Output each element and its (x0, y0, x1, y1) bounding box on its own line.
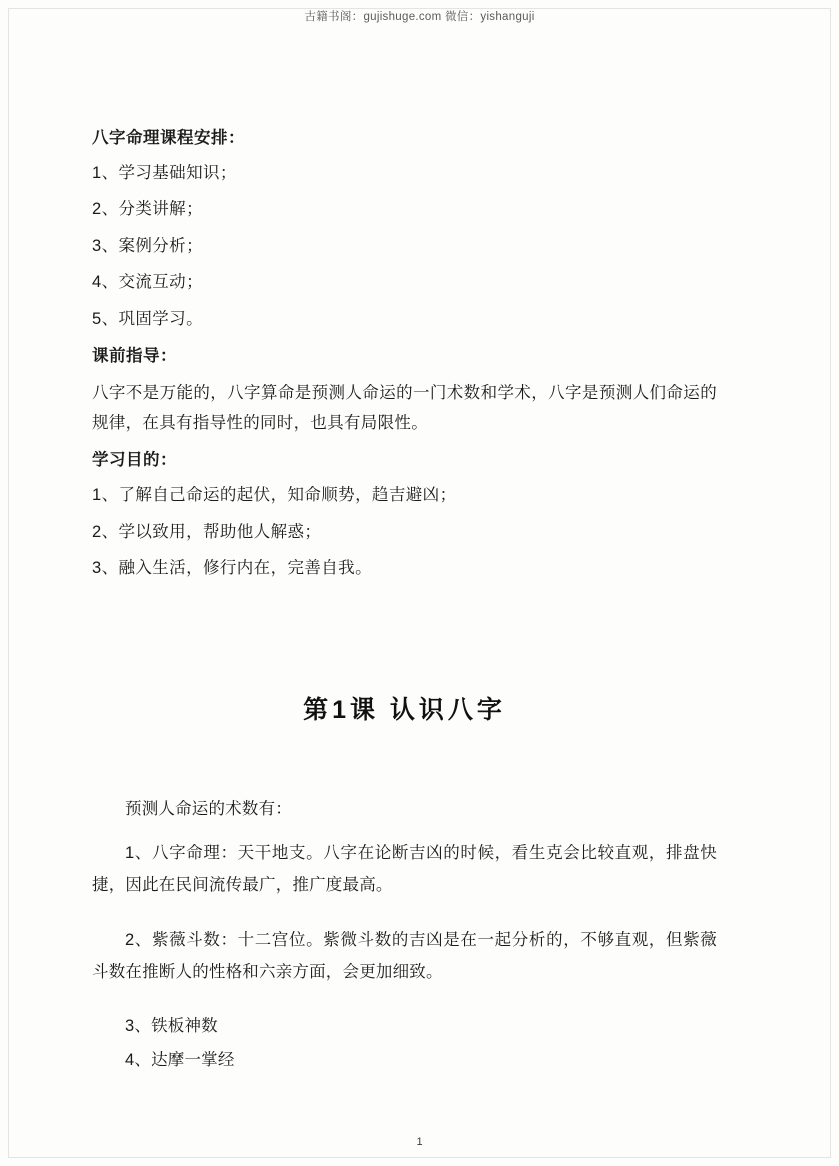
section-heading-learning-goals: 学习目的： (92, 451, 177, 470)
page-number: 1 (416, 1136, 423, 1148)
chapter-body (92, 793, 717, 1078)
list-item: 5、巩固学习。 (92, 310, 203, 328)
document-content (92, 126, 717, 593)
list-item: 3、融入生活，修行内在，完善自我。 (92, 559, 372, 578)
section-paragraph-pre-class-guidance: 八字不是万能的，八字算命是预测人命运的一门术数和学术，八字是预测人们命运的规律，在具有指导性的同时，也具有局限性。 (92, 384, 717, 433)
section-heading-course-schedule: 八字命理课程安排： (92, 129, 245, 147)
section-heading-pre-class-guidance: 课前指导： (92, 346, 177, 365)
list-item: 1、学习基础知识； (92, 163, 237, 182)
list-item: 2、学以致用，帮助他人解惑； (92, 522, 322, 541)
list-item: 3、案例分析； (92, 236, 203, 255)
watermark-text: 古籍书阁：gujishuge.com 微信：yishanguji (304, 11, 535, 23)
body-paragraph: 2、紫薇斗数：十二宫位。紫微斗数的吉凶是在一起分析的，不够直观，但紫薇斗数在推断人的性格和六亲方面，会更加细致。 (92, 930, 717, 981)
body-paragraph: 4、达摩一掌经 (125, 1051, 235, 1070)
body-paragraph: 3、铁板神数 (125, 1016, 218, 1035)
body-intro: 预测人命运的术数有： (125, 800, 292, 818)
body-paragraph: 1、八字命理：天干地支。八字在论断吉凶的时候，看生克会比较直观，排盘快捷，因此在民间流传最广，推广度最高。 (92, 844, 717, 895)
list-item: 4、交流互动； (92, 273, 203, 292)
list-item: 1、了解自己命运的起伏，知命顺势，趋吉避凶； (92, 486, 457, 505)
list-item: 2、分类讲解； (92, 200, 203, 219)
chapter-title-wrap (92, 690, 717, 726)
chapter-title: 第1课 认识八字 (303, 696, 506, 724)
